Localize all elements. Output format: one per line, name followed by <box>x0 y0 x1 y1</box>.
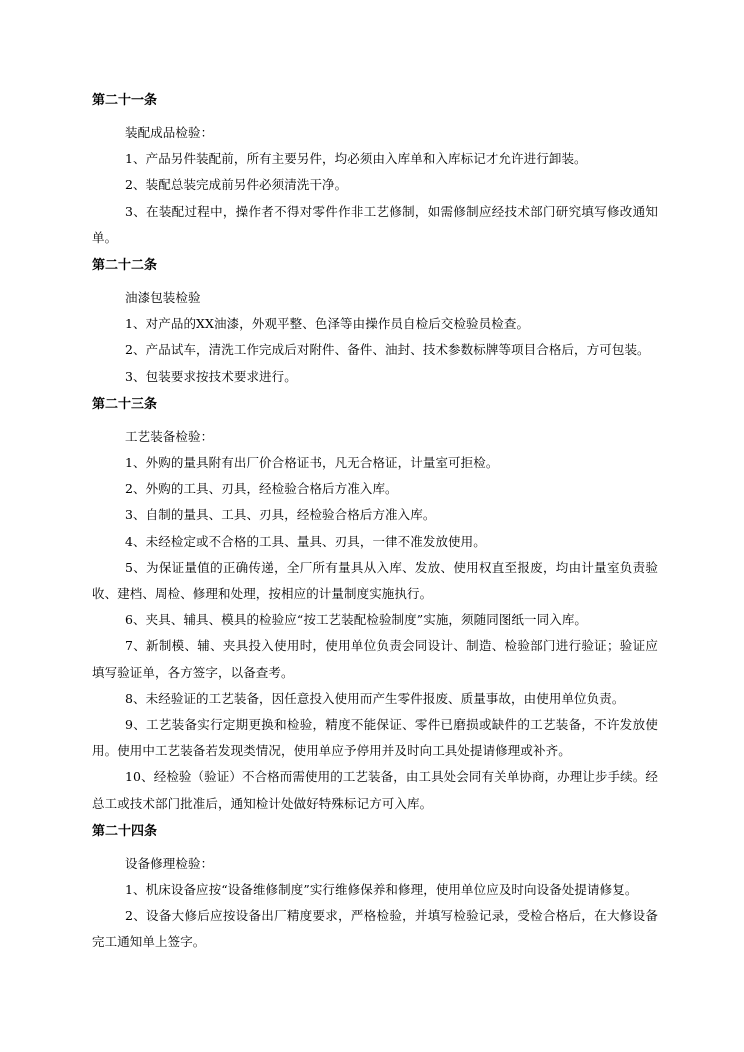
paragraph: 2、产品试车，清洗工作完成后对附件、备件、油封、技术参数标牌等项目合格后，方可包装。 <box>125 342 650 358</box>
paragraph: 油漆包装检验 <box>125 290 201 306</box>
section-24 <box>92 819 658 956</box>
section-heading: 第二十三条 <box>92 396 158 412</box>
paragraph: 3、在装配过程中，操作者不得对零件作非工艺修制，如需修制应经技术部门研究填写修改通知单。 <box>92 203 658 245</box>
section-22 <box>92 253 658 390</box>
paragraph: 1、产品另件装配前，所有主要另件，均必须由入库单和入库标记才允许进行卸装。 <box>125 151 587 167</box>
paragraph: 5、为保证量值的正确传递，全厂所有量具从入库、发放、使用权直至报废，均由计量室负责验收、建档、周检、修理和处理，按相应的计量制度实施执行。 <box>92 559 658 602</box>
document-page <box>92 88 658 958</box>
paragraph: 2、设备大修后应按设备出厂精度要求，严格检验，并填写检验记录，受检合格后，在大修设备完工通知单上签字。 <box>92 908 658 950</box>
paragraph: 10、经检验（验证）不合格而需使用的工艺装备，由工具处会同有关单协商，办理让步手续。经总工或技术部门批准后，通知检计处做好特殊标记方可入库。 <box>92 769 658 811</box>
paragraph: 9、工艺装备实行定期更换和检验，精度不能保证、零件已磨损或缺件的工艺装备，不许发放使用。使用中工艺装备若发现类情况，使用单应予停用并及时向工具处提请修理或补齐。 <box>92 717 658 759</box>
section-heading: 第二十四条 <box>92 823 158 839</box>
paragraph: 设备修理检验： <box>125 855 214 871</box>
section-21 <box>92 88 658 251</box>
section-23 <box>92 392 658 817</box>
paragraph: 2、装配总装完成前另件必须清洗干净。 <box>125 177 348 193</box>
paragraph: 2、外购的工具、刃具，经检验合格后方准入库。 <box>125 481 398 497</box>
paragraph: 工艺装备检验： <box>125 428 214 444</box>
paragraph: 1、对产品的XX油漆，外观平整、色泽等由操作员自检后交检验员检查。 <box>125 316 530 332</box>
paragraph: 7、新制模、辅、夹具投入使用时，使用单位负责会同设计、制造、检验部门进行验证；验证应填写验证单，各方签字，以备查考。 <box>92 638 658 680</box>
paragraph: 8、未经验证的工艺装备，因任意投入使用而产生零件报废、质量事故，由使用单位负责。 <box>125 690 625 706</box>
paragraph: 4、未经检定或不合格的工具、量具、刃具，一律不准发放使用。 <box>125 533 486 549</box>
section-heading: 第二十一条 <box>92 93 158 108</box>
section-heading: 第二十二条 <box>92 258 158 274</box>
paragraph: 1、外购的量具附有出厂价合格证书，凡无合格证，计量室可拒检。 <box>125 455 499 471</box>
paragraph: 6、夹具、辅具、模具的检验应“按工艺装配检验制度”实施，须随同图纸一同入库。 <box>125 612 588 628</box>
paragraph: 3、包装要求按技术要求进行。 <box>125 368 297 384</box>
paragraph: 1、机床设备应按“设备维修制度”实行维修保养和修理，使用单位应及时向设备处提请修复。 <box>125 882 638 898</box>
paragraph: 装配成品检验： <box>125 125 214 140</box>
paragraph: 3、自制的量具、工具、刃具，经检验合格后方准入库。 <box>125 507 436 523</box>
